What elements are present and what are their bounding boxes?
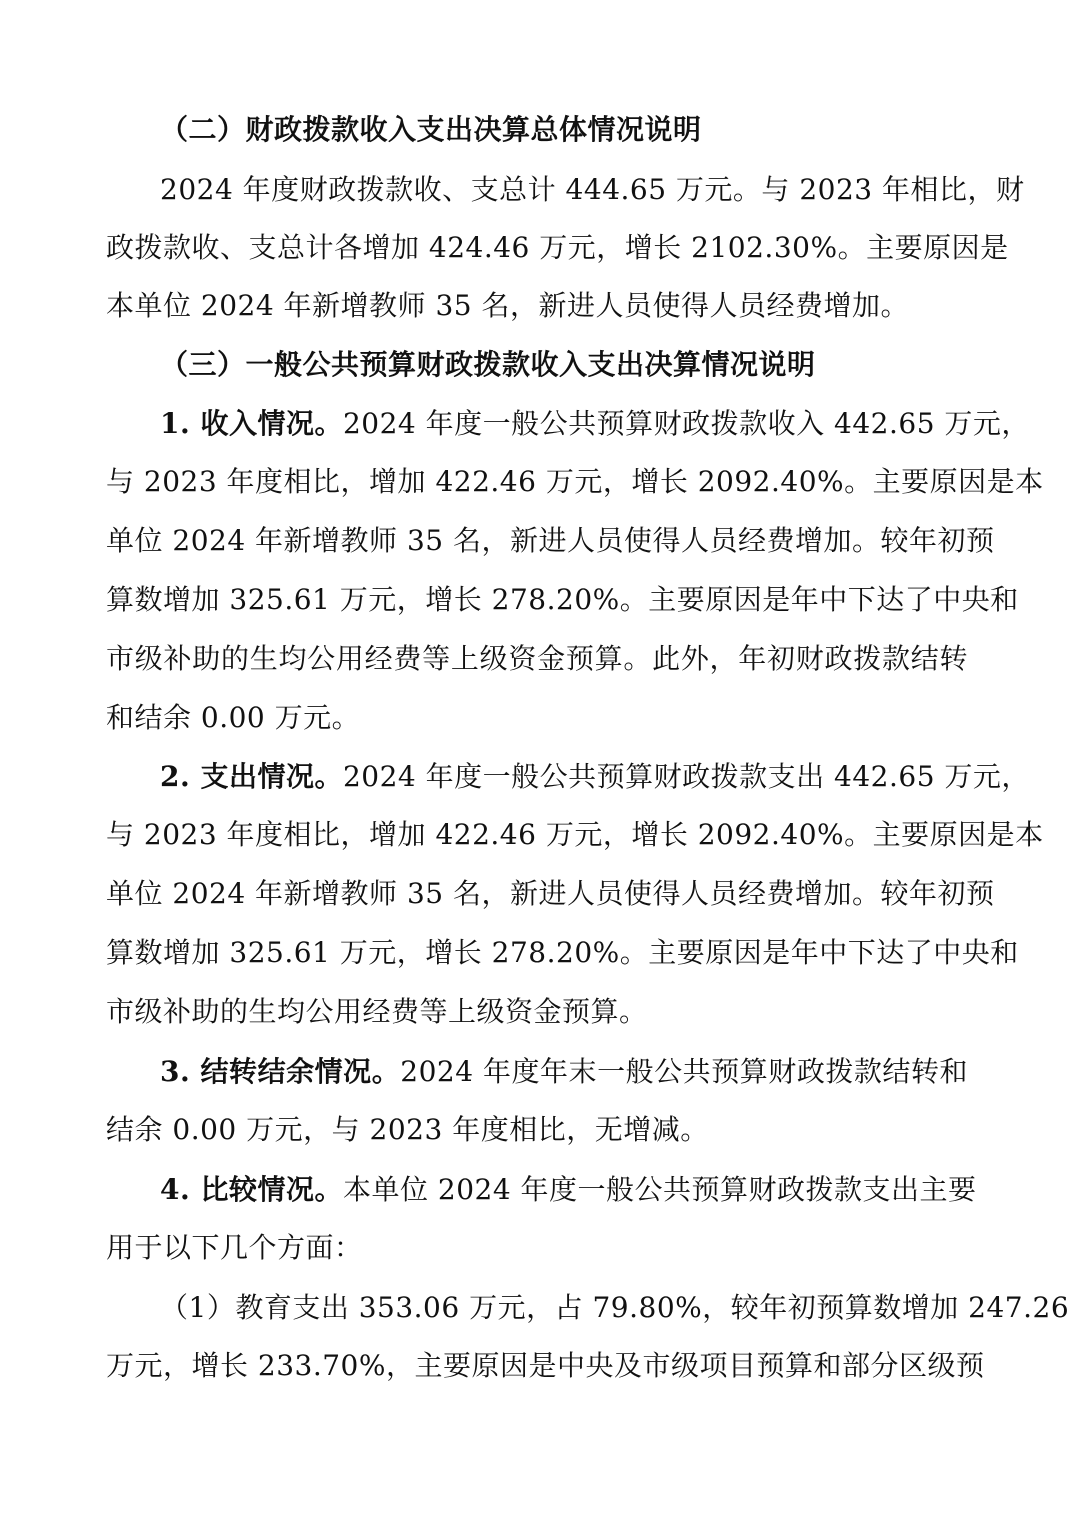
paragraph-line: 与 2023 年度相比，增加 422.46 万元，增长 2092.40%。主要原因是本 <box>106 818 1044 851</box>
paragraph-line: 用于以下几个方面： <box>106 1231 363 1264</box>
income-text: 2024 年度一般公共预算财政拨款收入 442.65 万元， <box>342 407 1030 440</box>
paragraph-line: 万元，增长 233.70%，主要原因是中央及市级项目预算和部分区级预 <box>106 1349 985 1382</box>
comparison-label: 4. 比较情况。 <box>160 1173 343 1206</box>
paragraph-line: 本单位 2024 年新增教师 35 名，新进人员使得人员经费增加。 <box>106 289 909 322</box>
expense-text: 2024 年度一般公共预算财政拨款支出 442.65 万元， <box>342 760 1030 793</box>
comparison-paragraph-first-line <box>160 1170 977 1210</box>
paragraph-line: 单位 2024 年新增教师 35 名，新进人员使得人员经费增加。较年初预 <box>106 524 995 557</box>
income-paragraph-first-line <box>160 404 1030 444</box>
paragraph-line: 2024 年度财政拨款收、支总计 444.65 万元。与 2023 年相比，财 <box>160 173 1025 206</box>
item1-paragraph-first-line: （1）教育支出 353.06 万元，占 79.80%，较年初预算数增加 247.26 <box>160 1291 1070 1324</box>
paragraph-line: 市级补助的生均公用经费等上级资金预算。 <box>106 995 648 1028</box>
paragraph-line: 与 2023 年度相比，增加 422.46 万元，增长 2092.40%。主要原因是本 <box>106 465 1044 498</box>
carryover-paragraph-first-line <box>160 1052 968 1092</box>
section-heading-3: （三）一般公共预算财政拨款收入支出决算情况说明 <box>160 348 816 381</box>
expense-label: 2. 支出情况。 <box>160 760 343 793</box>
comparison-text: 本单位 2024 年度一般公共预算财政拨款支出主要 <box>342 1173 977 1206</box>
paragraph-line: 算数增加 325.61 万元，增长 278.20%。主要原因是年中下达了中央和 <box>106 936 1019 969</box>
paragraph-line: 政拨款收、支总计各增加 424.46 万元，增长 2102.30%。主要原因是 <box>106 231 1009 264</box>
carryover-label: 3. 结转结余情况。 <box>160 1055 401 1088</box>
expense-paragraph-first-line <box>160 757 1030 797</box>
paragraph-line: 和结余 0.00 万元。 <box>106 701 361 734</box>
paragraph-line: 结余 0.00 万元，与 2023 年度相比，无增减。 <box>106 1113 709 1146</box>
paragraph-line: 单位 2024 年新增教师 35 名，新进人员使得人员经费增加。较年初预 <box>106 877 995 910</box>
income-label: 1. 收入情况。 <box>160 407 343 440</box>
paragraph-line: 市级补助的生均公用经费等上级资金预算。此外，年初财政拨款结转 <box>106 642 968 675</box>
paragraph-line: 算数增加 325.61 万元，增长 278.20%。主要原因是年中下达了中央和 <box>106 583 1019 616</box>
section-heading-2: （二）财政拨款收入支出决算总体情况说明 <box>160 113 702 146</box>
carryover-text: 2024 年度年末一般公共预算财政拨款结转和 <box>400 1055 968 1088</box>
